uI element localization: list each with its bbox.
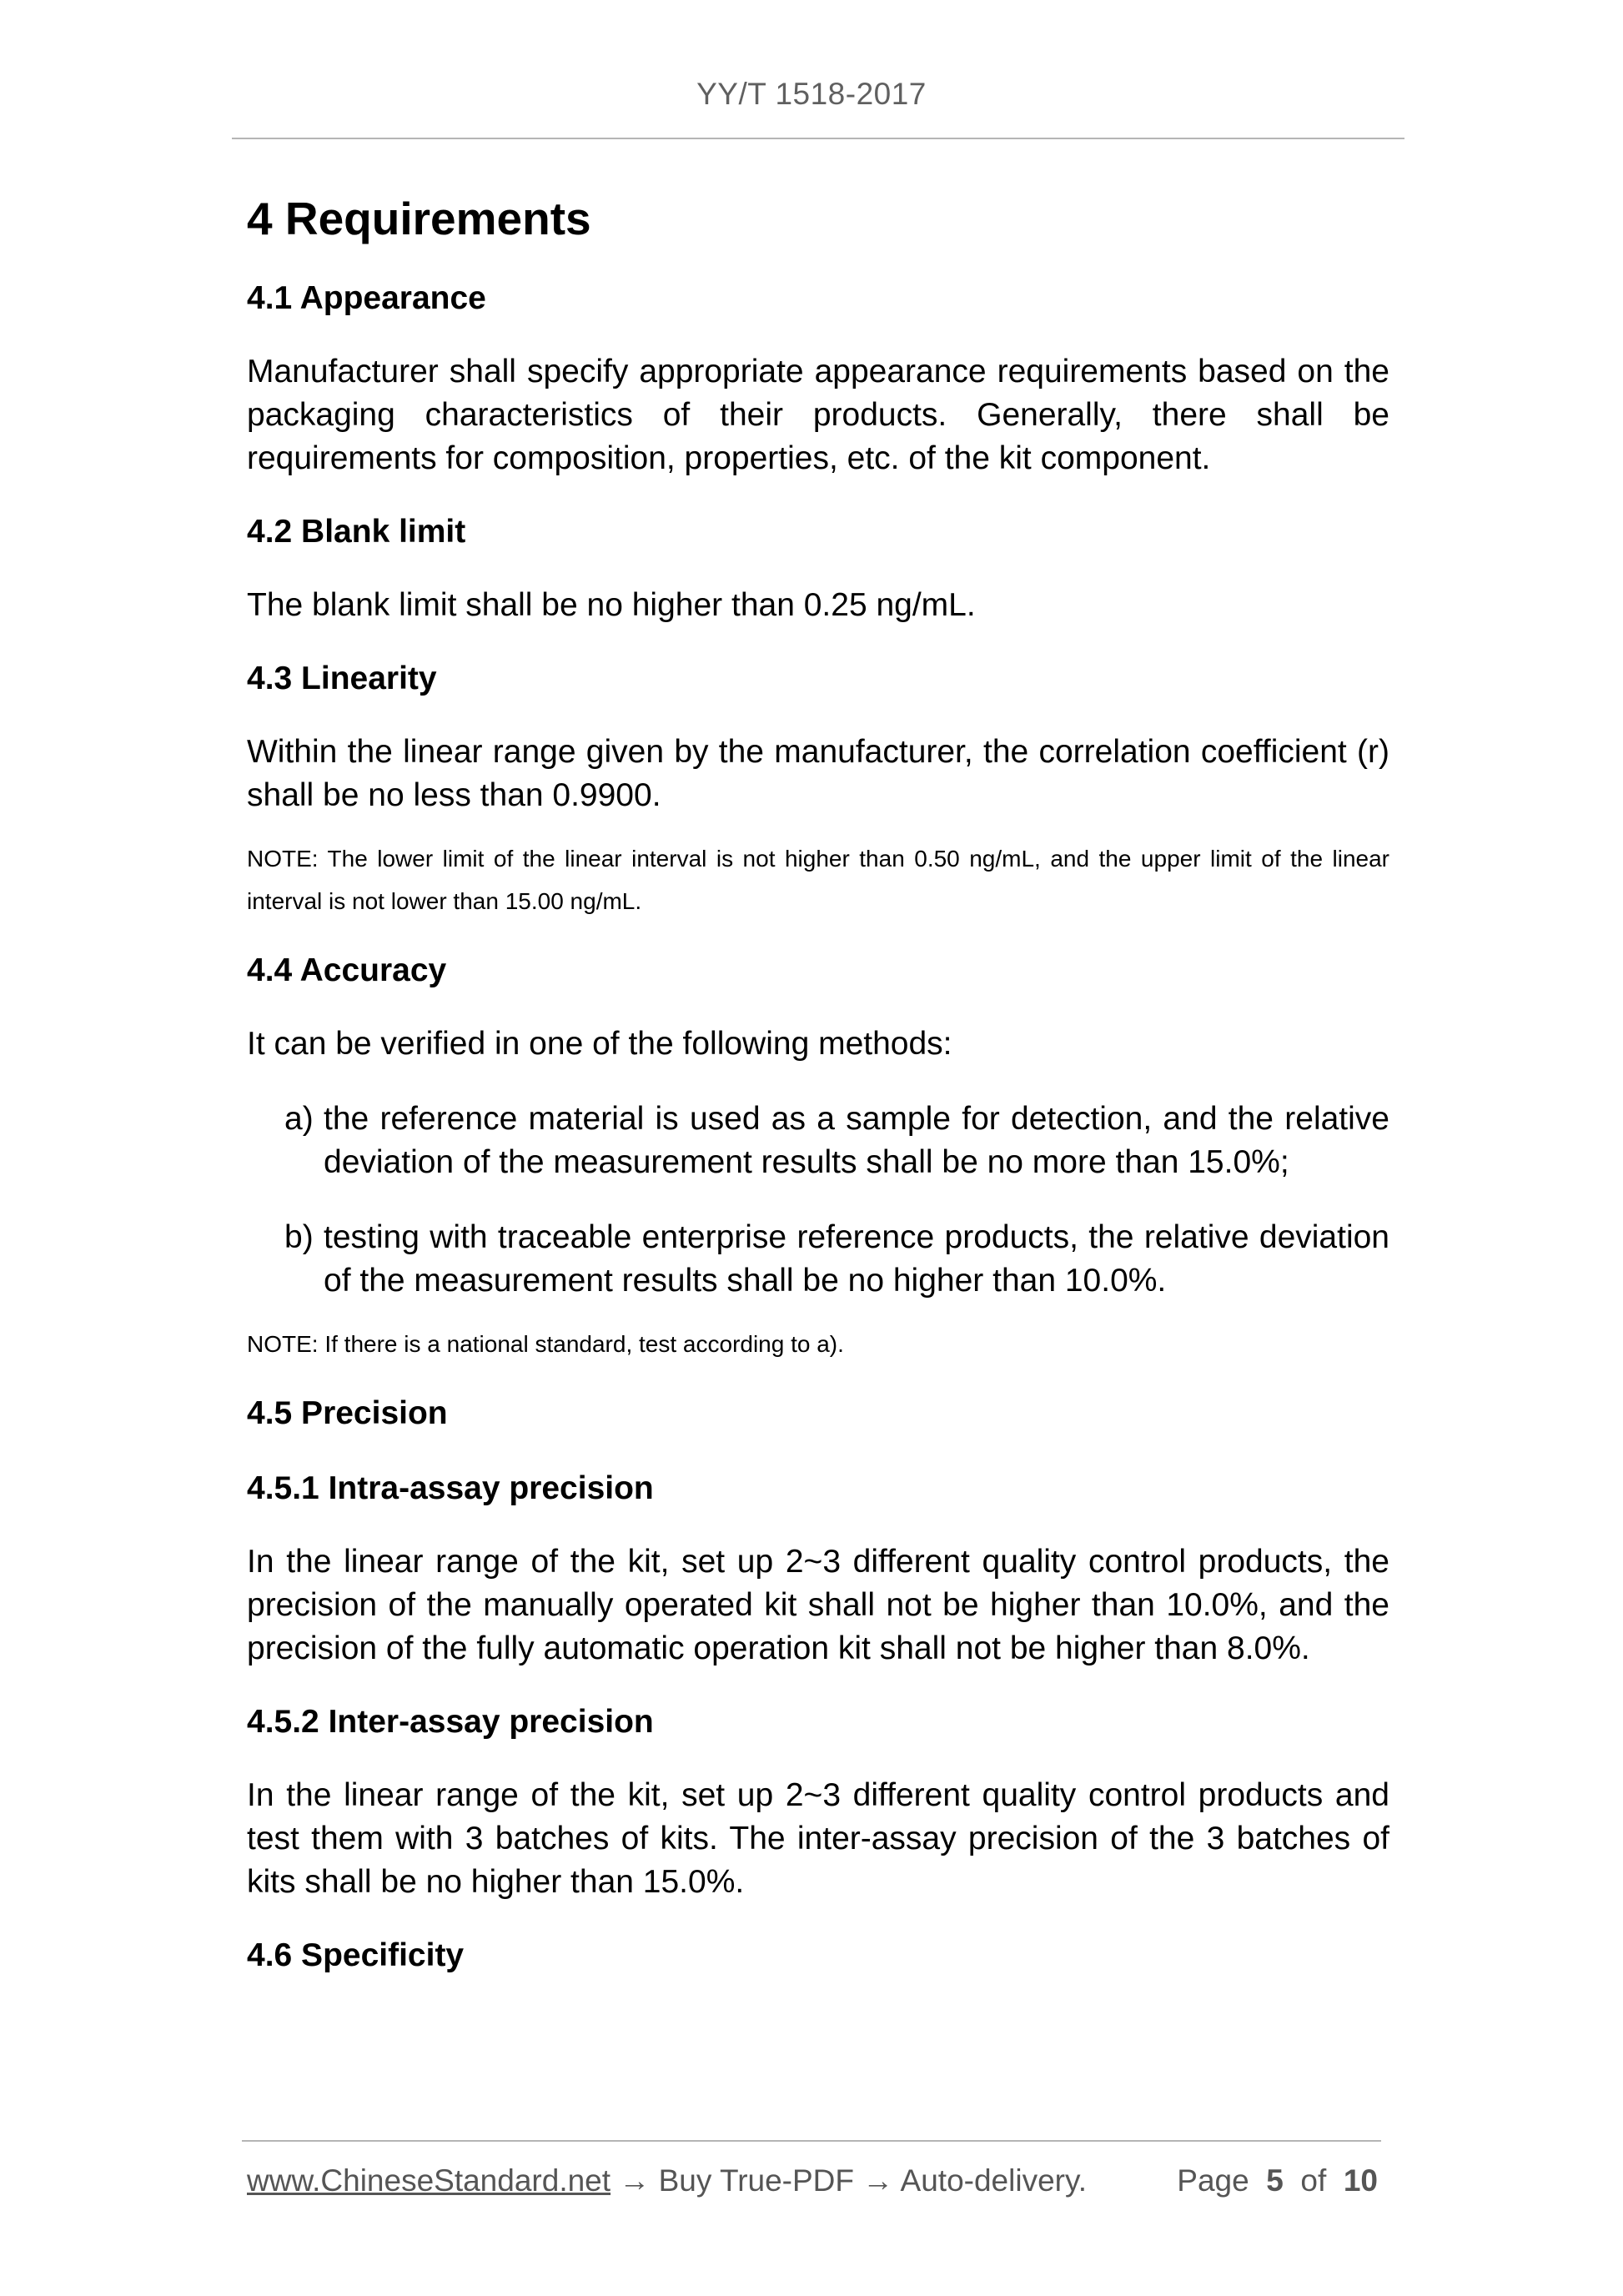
site-link[interactable]: www.ChineseStandard.net	[247, 2163, 611, 2198]
heading-4-6: 4.6 Specificity	[247, 1937, 465, 1973]
delivery-text: Auto-delivery.	[900, 2163, 1088, 2198]
section-title: 4 Requirements	[247, 193, 591, 244]
page-of: of	[1300, 2163, 1327, 2198]
paragraph-intra-assay: In the linear range of the kit, set up 2~3 different quality control products, the precision of the manually operated kit shall not be higher than 10.0%, and the precision of the fully automatic operation kit shall not be higher than 8.0%.	[247, 1544, 1389, 1666]
list-marker: a)	[284, 1101, 314, 1137]
list-marker: b)	[284, 1219, 314, 1255]
heading-4-4: 4.4 Accuracy	[247, 952, 447, 988]
page-label: Page	[1177, 2163, 1249, 2198]
note-linearity: NOTE: The lower limit of the linear interval is not higher than 0.50 ng/mL, and the upper limit of the linear interval is not lower than 15.00 ng/mL.	[247, 846, 1389, 914]
header-divider	[232, 138, 1404, 139]
arrow-icon: →	[862, 2163, 894, 2198]
heading-4-3: 4.3 Linearity	[247, 661, 437, 696]
heading-4-5-1: 4.5.1 Intra-assay precision	[247, 1470, 654, 1506]
arrow-icon: →	[619, 2163, 651, 2198]
heading-4-5-2: 4.5.2 Inter-assay precision	[247, 1704, 654, 1740]
heading-4-1: 4.1 Appearance	[247, 280, 486, 316]
list-item	[247, 1098, 1389, 1184]
page-number	[1177, 2163, 1378, 2198]
page-content	[247, 185, 1389, 1979]
paragraph-accuracy: It can be verified in one of the following methods:	[247, 1026, 952, 1062]
list-item-text: testing with traceable enterprise reference products, the relative deviation of the measurement results shall be no higher than 10.0%.	[324, 1219, 1389, 1299]
note-accuracy: NOTE: If there is a national standard, test according to a).	[247, 1331, 844, 1357]
footer-promo	[247, 2163, 1087, 2198]
page-total: 10	[1343, 2163, 1378, 2198]
paragraph-inter-assay: In the linear range of the kit, set up 2~3 different quality control products and test them with 3 batches of kits. The inter-assay precision of the 3 batches of kits shall be no higher than 15.0%.	[247, 1777, 1389, 1900]
document-code-header: YY/T 1518-2017	[696, 77, 927, 111]
paragraph-linearity: Within the linear range given by the manufacturer, the correlation coefficient (r) shall be no less than 0.9900.	[247, 734, 1389, 813]
page-current: 5	[1266, 2163, 1284, 2198]
heading-4-5: 4.5 Precision	[247, 1395, 448, 1431]
paragraph-blank-limit: The blank limit shall be no higher than 0.25 ng/mL.	[247, 587, 976, 623]
footer-divider	[242, 2140, 1381, 2142]
paragraph-appearance: Manufacturer shall specify appropriate appearance requirements based on the packaging characteristics of their products. Generally, there shall be requirements for composition, properties, etc. of the kit component.	[247, 354, 1389, 476]
list-item	[247, 1216, 1389, 1303]
buy-text: Buy True-PDF	[658, 2163, 855, 2198]
list-item-text: the reference material is used as a sample for detection, and the relative deviation of the measurement results shall be no more than 15.0%;	[324, 1101, 1389, 1180]
heading-4-2: 4.2 Blank limit	[247, 514, 466, 550]
